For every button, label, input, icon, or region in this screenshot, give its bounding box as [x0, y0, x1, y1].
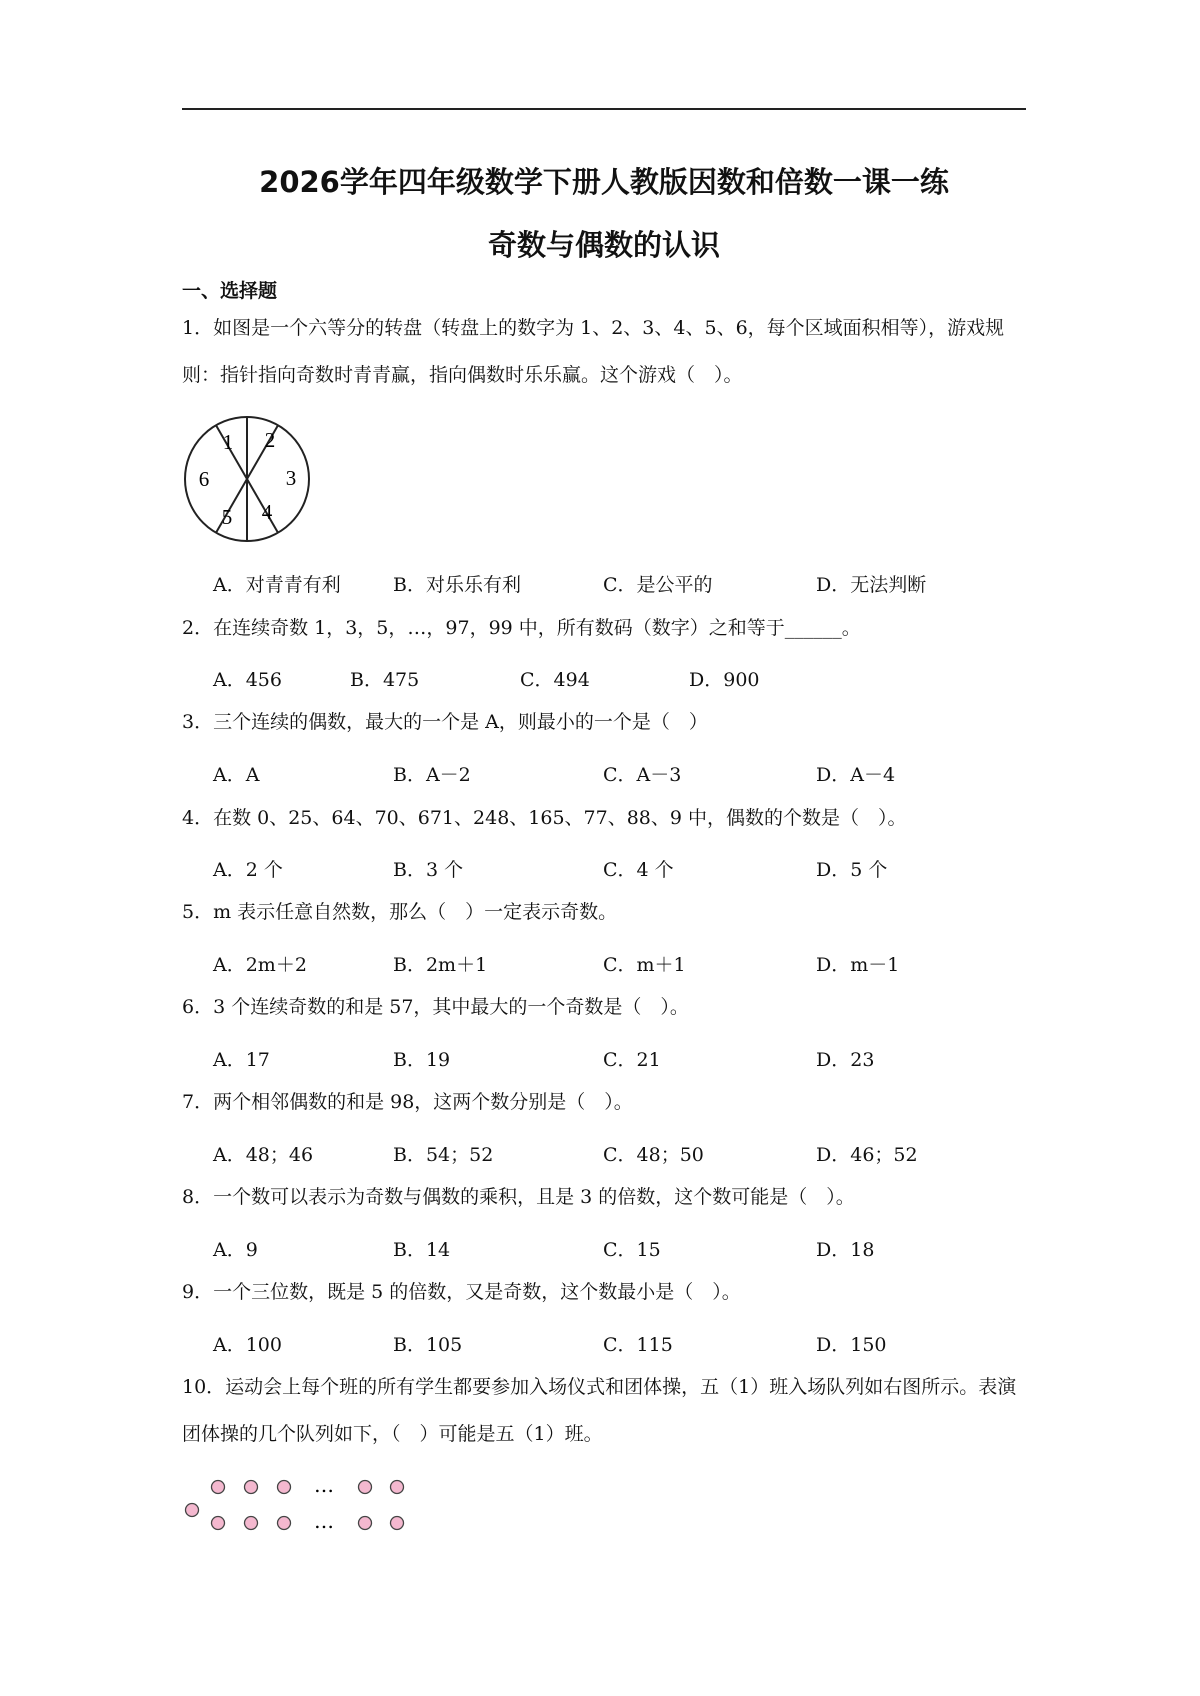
- option-c[interactable]: C．494: [520, 669, 590, 691]
- formation-dots-figure: [182, 1474, 422, 1544]
- option-b[interactable]: B．54；52: [393, 1144, 494, 1166]
- question-3: 3．三个连续的偶数，最大的一个是 A，则最小的一个是（ ）: [182, 711, 708, 733]
- question-7: 7．两个相邻偶数的和是 98，这两个数分别是（ ）。: [182, 1091, 633, 1113]
- option-a[interactable]: A．对青青有利: [213, 574, 341, 596]
- option-c[interactable]: C．m＋1: [603, 954, 686, 976]
- question-6: 6．3 个连续奇数的和是 57，其中最大的一个奇数是（ ）。: [182, 996, 689, 1018]
- question-8: 8．一个数可以表示为奇数与偶数的乘积，且是 3 的倍数，这个数可能是（ ）。: [182, 1186, 855, 1208]
- spinner-figure: [182, 414, 312, 544]
- spinner-number-4: 4: [261, 500, 273, 524]
- header-rule: [182, 108, 1026, 110]
- option-a[interactable]: A．9: [213, 1239, 258, 1261]
- option-a[interactable]: A．100: [213, 1334, 282, 1356]
- option-b[interactable]: B．对乐乐有利: [393, 574, 521, 596]
- question-10: 10．运动会上每个班的所有学生都要参加入场仪式和团体操，五（1）班入场队列如右图所示。表演团体操的几个队列如下，（ ）可能是五（1）班。: [182, 1376, 1017, 1445]
- option-b[interactable]: B．475: [350, 669, 420, 691]
- ellipsis-top: …: [314, 1474, 334, 1497]
- option-d[interactable]: D．18: [816, 1239, 875, 1261]
- spinner-number-2: 2: [264, 428, 276, 452]
- option-b[interactable]: B．2m＋1: [393, 954, 488, 976]
- option-c[interactable]: C．115: [603, 1334, 673, 1356]
- option-b[interactable]: B．3 个: [393, 859, 464, 881]
- option-b[interactable]: B．19: [393, 1049, 451, 1071]
- option-c[interactable]: C．是公平的: [603, 574, 713, 596]
- spinner-number-1: 1: [222, 430, 234, 454]
- question-9: 9．一个三位数，既是 5 的倍数，又是奇数，这个数最小是（ ）。: [182, 1281, 741, 1303]
- option-a[interactable]: A．A: [213, 764, 260, 786]
- option-d[interactable]: D．150: [816, 1334, 887, 1356]
- option-d[interactable]: D．m－1: [816, 954, 900, 976]
- option-d[interactable]: D．无法判断: [816, 574, 927, 596]
- option-c[interactable]: C．21: [603, 1049, 661, 1071]
- option-d[interactable]: D．46；52: [816, 1144, 918, 1166]
- option-a[interactable]: A．48；46: [213, 1144, 314, 1166]
- option-c[interactable]: C．48；50: [603, 1144, 704, 1166]
- option-d[interactable]: D．23: [816, 1049, 875, 1071]
- option-a[interactable]: A．456: [213, 669, 282, 691]
- question-4: 4．在数 0、25、64、70、671、248、165、77、88、9 中，偶数的个数是（ ）。: [182, 807, 907, 829]
- option-d[interactable]: D．900: [689, 669, 760, 691]
- option-d[interactable]: D．A－4: [816, 764, 896, 786]
- option-b[interactable]: B．A－2: [393, 764, 471, 786]
- option-a[interactable]: A．17: [213, 1049, 270, 1071]
- question-1: 1．如图是一个六等分的转盘（转盘上的数字为 1、2、3、4、5、6，每个区域面积相等），游戏规则：指针指向奇数时青青赢，指向偶数时乐乐赢。这个游戏（ ）。: [182, 317, 1005, 386]
- spinner-number-3: 3: [285, 466, 297, 490]
- ellipsis-bottom: …: [314, 1509, 334, 1533]
- spinner-number-6: 6: [198, 467, 210, 491]
- page-subtitle: 奇数与偶数的认识: [487, 228, 720, 262]
- option-d[interactable]: D．5 个: [816, 859, 888, 881]
- section-heading: 一、选择题: [182, 280, 278, 302]
- spinner-number-5: 5: [221, 505, 233, 529]
- option-b[interactable]: B．14: [393, 1239, 451, 1261]
- question-2: 2．在连续奇数 1，3，5，…，97，99 中，所有数码（数字）之和等于______。: [182, 617, 861, 639]
- option-c[interactable]: C．15: [603, 1239, 661, 1261]
- option-b[interactable]: B．105: [393, 1334, 463, 1356]
- option-c[interactable]: C．4 个: [603, 859, 674, 881]
- question-5: 5．m 表示任意自然数，那么（ ）一定表示奇数。: [182, 901, 618, 923]
- option-c[interactable]: C．A－3: [603, 764, 682, 786]
- option-a[interactable]: A．2m＋2: [213, 954, 307, 976]
- page-title: 2026学年四年级数学下册人教版因数和倍数一课一练: [259, 165, 949, 199]
- option-a[interactable]: A．2 个: [213, 859, 283, 881]
